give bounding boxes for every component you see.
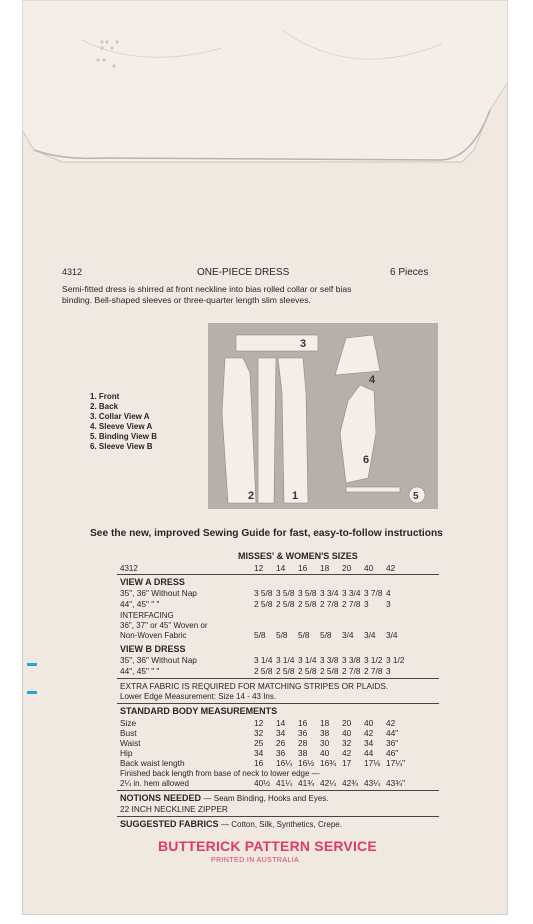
printed-in-note: PRINTED IN AUSTRALIA xyxy=(211,857,300,864)
table-cell: 25 xyxy=(254,738,264,748)
table-cell: 3 3/8 xyxy=(320,655,339,665)
table-cell: 3/4 xyxy=(386,630,398,640)
piece-count: 6 Pieces xyxy=(390,267,429,278)
pattern-title: ONE-PIECE DRESS xyxy=(197,267,290,278)
description-line-2: binding. Bell-shaped sleeves or three-quarter length slim sleeves. xyxy=(62,295,311,305)
measure-row xyxy=(120,718,225,728)
measure-row-values xyxy=(254,738,408,748)
extra-fabric-note: EXTRA FABRIC IS REQUIRED FOR MATCHING STRIPES OR PLAIDS. xyxy=(120,681,389,691)
piece-label-4: 4 xyxy=(369,374,376,386)
table-rule xyxy=(117,574,439,575)
table-cell: 3 xyxy=(386,666,391,676)
table-cell: 38 xyxy=(298,748,308,758)
legend-item: 4. Sleeve View A xyxy=(90,422,153,431)
table-cell: 34 xyxy=(364,738,374,748)
size-header-row xyxy=(254,563,408,573)
view-b-row-2 xyxy=(120,666,225,676)
table-cell: 2 5/8 xyxy=(320,666,339,676)
interfacing-title: INTERFACING xyxy=(120,611,174,620)
table-cell: 17 xyxy=(342,758,352,768)
view-b-row-1-values xyxy=(254,655,408,665)
table-cell: 2 5/8 xyxy=(254,666,273,676)
row-label: 44", 45" " " xyxy=(120,599,160,609)
table-cell: 43¾" xyxy=(386,778,406,788)
flap-outline xyxy=(22,0,508,165)
table-rule xyxy=(117,703,439,704)
piece-label-2: 2 xyxy=(248,490,255,502)
table-cell: 38 xyxy=(320,728,330,738)
table-cell: 3 1/2 xyxy=(386,655,405,665)
pattern-pieces-shapes xyxy=(208,323,438,509)
pattern-pieces-diagram xyxy=(208,323,438,509)
table-cell: 2 7/8 xyxy=(342,666,361,676)
brand-name: BUTTERICK PATTERN SERVICE xyxy=(158,838,377,854)
table-cell: 17¼" xyxy=(386,758,406,768)
table-cell: 2 5/8 xyxy=(254,599,273,609)
table-cell: 5/8 xyxy=(298,630,310,640)
measure-row-values xyxy=(254,758,408,768)
description-line-1: Semi-fitted dress is shirred at front neckline into bias rolled collar or self bias xyxy=(62,284,352,294)
view-b-title: VIEW B DRESS xyxy=(120,644,186,654)
interfacing-line-2: Non-Woven Fabric xyxy=(120,631,187,640)
table-cell: 32 xyxy=(342,738,352,748)
table-cell: 3 3/4 xyxy=(320,588,339,598)
view-a-row-1 xyxy=(120,588,225,598)
table-cell: 2 7/8 xyxy=(320,599,339,609)
notions-text: — Seam Binding, Hooks and Eyes. xyxy=(203,794,329,803)
legend-item: 2. Back xyxy=(90,402,119,411)
measure-row-values xyxy=(254,718,408,728)
measure-row xyxy=(120,728,225,738)
lower-edge-note: Lower Edge Measurement: Size 14 - 43 Ins. xyxy=(120,692,277,701)
legend-item: 6. Sleeve View B xyxy=(90,442,153,451)
view-b-row-2-values xyxy=(254,666,408,676)
table-pattern-number: 4312 xyxy=(120,564,138,573)
table-cell: 2 7/8 xyxy=(364,666,383,676)
size-cell: 14 xyxy=(276,563,286,573)
row-label: 35", 36" Without Nap xyxy=(120,655,197,665)
interfacing-line-1: 36", 37" or 45" Woven or xyxy=(120,621,208,630)
table-cell: 18 xyxy=(320,718,330,728)
table-cell: 3 3/4 xyxy=(342,588,361,598)
measure-row xyxy=(120,748,225,758)
view-a-row-2-values xyxy=(254,599,408,609)
row-label: 35", 36" Without Nap xyxy=(120,588,197,598)
blue-mark xyxy=(27,691,37,694)
table-rule xyxy=(117,678,439,679)
sizes-heading: MISSES' & WOMEN'S SIZES xyxy=(238,551,358,561)
table-cell: 14 xyxy=(276,718,286,728)
table-cell: 2 5/8 xyxy=(276,599,295,609)
table-cell: 3/4 xyxy=(364,630,376,640)
table-cell: 20 xyxy=(342,718,352,728)
table-cell: 26 xyxy=(276,738,286,748)
row-label: Hip xyxy=(120,748,133,758)
finished-length-line-1: Finished back length from base of neck to lower edge — xyxy=(120,769,320,778)
table-cell: 4 xyxy=(386,588,391,598)
table-cell: 41¼ xyxy=(276,778,293,788)
size-cell: 20 xyxy=(342,563,352,573)
table-cell: 3/4 xyxy=(342,630,354,640)
measure-row-values xyxy=(254,748,408,758)
table-cell: 44" xyxy=(386,728,399,738)
blue-mark xyxy=(27,663,37,666)
table-cell: 46" xyxy=(386,748,399,758)
measure-row xyxy=(120,758,225,768)
table-rule xyxy=(117,816,439,817)
legend-item: 3. Collar View A xyxy=(90,412,150,421)
size-cell: 16 xyxy=(298,563,308,573)
table-cell: 3 3/8 xyxy=(342,655,361,665)
table-cell: 3 xyxy=(386,599,391,609)
table-cell: 43¼ xyxy=(364,778,381,788)
view-b-row-1 xyxy=(120,655,225,665)
table-rule xyxy=(117,790,439,791)
fabrics-title: SUGGESTED FABRICS xyxy=(120,819,219,829)
table-cell: 3 1/4 xyxy=(254,655,273,665)
table-cell: 16 xyxy=(254,758,264,768)
table-cell: 3 5/8 xyxy=(276,588,295,598)
legend-item: 5. Binding View B xyxy=(90,432,157,441)
size-cell: 18 xyxy=(320,563,330,573)
table-cell: 2 7/8 xyxy=(342,599,361,609)
size-cell: 42 xyxy=(386,563,396,573)
table-cell: 41¾ xyxy=(298,778,315,788)
measure-row xyxy=(120,738,225,748)
table-cell: 30 xyxy=(320,738,330,748)
table-cell: 42 xyxy=(364,728,374,738)
interfacing-values xyxy=(254,630,408,640)
legend-item: 1. Front xyxy=(90,392,120,401)
sewing-guide-note: See the new, improved Sewing Guide for fast, easy-to-follow instructions xyxy=(90,528,443,539)
table-cell: 16 xyxy=(298,718,308,728)
table-cell: 17⅛ xyxy=(364,758,381,768)
view-a-row-2 xyxy=(120,599,225,609)
row-label: Bust xyxy=(120,728,137,738)
piece-label-3: 3 xyxy=(300,338,307,350)
table-cell: 28 xyxy=(298,738,308,748)
table-cell: 34 xyxy=(276,728,286,738)
pattern-envelope xyxy=(22,0,508,915)
pattern-number: 4312 xyxy=(62,267,83,277)
table-cell: 2 5/8 xyxy=(298,666,317,676)
piece-label-6: 6 xyxy=(363,454,370,466)
table-cell: 12 xyxy=(254,718,264,728)
table-cell: 5/8 xyxy=(276,630,288,640)
table-cell: 3 xyxy=(364,599,369,609)
table-cell: 16½ xyxy=(298,758,315,768)
table-cell: 42¾ xyxy=(342,778,359,788)
measure-row-values xyxy=(254,728,408,738)
table-cell: 2 5/8 xyxy=(298,599,317,609)
zipper-note: 22 INCH NECKLINE ZIPPER xyxy=(120,804,228,814)
finished-length-values xyxy=(254,778,408,788)
table-cell: 3 7/8 xyxy=(364,588,383,598)
table-cell: 36 xyxy=(276,748,286,758)
table-cell: 5/8 xyxy=(254,630,266,640)
table-cell: 3 1/4 xyxy=(298,655,317,665)
table-cell: 40 xyxy=(364,718,374,728)
view-a-row-1-values xyxy=(254,588,408,598)
row-label: Back waist length xyxy=(120,758,185,768)
piece-label-5: 5 xyxy=(413,491,419,502)
size-cell: 40 xyxy=(364,563,374,573)
table-cell: 16¾ xyxy=(320,758,337,768)
piece-label-1: 1 xyxy=(292,490,299,502)
fabrics-text: — Cotton, Silk, Synthetics, Crepe. xyxy=(221,820,342,829)
row-label: 44", 45" " " xyxy=(120,666,160,676)
size-cell: 12 xyxy=(254,563,264,573)
row-label: Waist xyxy=(120,738,141,748)
notions-line xyxy=(120,793,328,804)
table-cell: 40½ xyxy=(254,778,271,788)
table-cell: 3 1/4 xyxy=(276,655,295,665)
finished-length-line-2: 2¼ in. hem allowed xyxy=(120,779,189,788)
notions-title: NOTIONS NEEDED xyxy=(120,793,202,803)
table-cell: 34 xyxy=(254,748,264,758)
table-cell: 40 xyxy=(342,728,352,738)
view-a-title: VIEW A DRESS xyxy=(120,577,185,587)
table-cell: 3 1/2 xyxy=(364,655,383,665)
table-cell: 42 xyxy=(386,718,396,728)
body-measurements-title: STANDARD BODY MEASUREMENTS xyxy=(120,706,278,716)
table-cell: 5/8 xyxy=(320,630,332,640)
table-cell: 16¼ xyxy=(276,758,293,768)
table-cell: 32 xyxy=(254,728,264,738)
fabrics-line xyxy=(120,819,342,830)
envelope-flap xyxy=(22,0,508,165)
table-cell: 42¼ xyxy=(320,778,337,788)
table-cell: 36 xyxy=(298,728,308,738)
table-cell: 3 5/8 xyxy=(254,588,273,598)
table-cell: 40 xyxy=(320,748,330,758)
table-cell: 42 xyxy=(342,748,352,758)
table-cell: 36" xyxy=(386,738,399,748)
row-label: Size xyxy=(120,718,137,728)
table-cell: 3 5/8 xyxy=(298,588,317,598)
table-cell: 44 xyxy=(364,748,374,758)
table-cell: 2 5/8 xyxy=(276,666,295,676)
